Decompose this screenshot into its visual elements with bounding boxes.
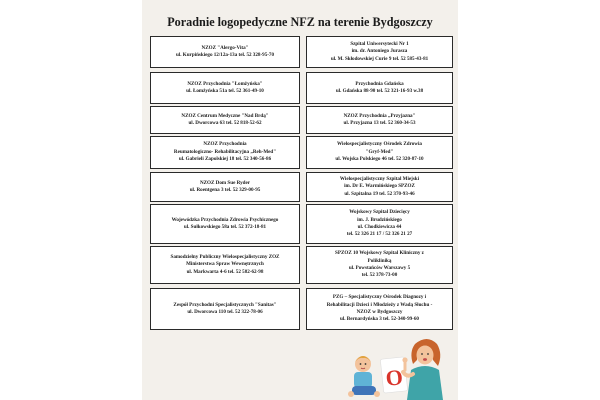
card-line: ul. M. Skłodowskiej Curie 9 tel. 52 585-43-81 (330, 55, 429, 62)
clinic-card-right-8 (306, 288, 453, 330)
card-line: ul. Wojska Polskiego 46 tel. 52 320-87-10 (335, 156, 424, 163)
card-line: Wielospecjalistyczny Ośrodek Zdrowia (337, 141, 422, 148)
card-line: ul. Szpitalna 19 tel. 52 370-93-46 (344, 190, 415, 197)
clinic-card-left-5 (150, 172, 300, 202)
card-line: Wojskowy Szpital Dziecięcy (349, 209, 410, 216)
card-line: SPZOZ 10 Wojskowy Szpital Kliniczny z (335, 250, 424, 257)
clinic-card-right-1 (306, 36, 453, 68)
speech-therapy-illustration (337, 330, 447, 400)
clinic-card-right-3 (306, 106, 453, 134)
child-figure (348, 356, 380, 397)
clinic-card-left-7 (150, 246, 300, 284)
card-line: Polikliniką (367, 257, 392, 264)
card-line: Rehabilitacji Dzieci i Młodzieży z Wadą Słuchu - (326, 301, 433, 308)
card-line: ul. Chodkiewicza 44 (357, 224, 402, 230)
clinic-card-right-7 (306, 246, 453, 284)
card-line: NZOZ Przychodnia „Przyjazna" (343, 112, 416, 119)
card-line: ul. Łomżyńska 51a tel. 52 361-49-10 (186, 88, 264, 94)
card-line: ul. Kurpińskiego 12/12a-13a tel. 52 328-95-70 (175, 52, 275, 58)
card-line: ul. Roentgena 3 tel. 52 329-00-95 (189, 187, 261, 193)
page-title: Poradnie logopedyczne NFZ na terenie Bydgoszczy (167, 15, 433, 29)
clinic-card-left-6 (150, 204, 300, 244)
card-line: Ministerstwa Spraw Wewnętrznych (186, 261, 264, 268)
clinic-card-right-2 (306, 72, 453, 104)
card-line: Samodzielny Publiczny Wielospecjalistyczny ZOZ (170, 253, 280, 260)
card-line: ul. Gabrieli Zapolskiej 18 tel. 52 340-56-86 (178, 156, 272, 163)
card-line: PZG – Specjalistyczny Ośrodek Diagnozy i (332, 294, 427, 301)
clinic-card-left-1 (150, 36, 300, 68)
card-letter: O (384, 364, 405, 391)
card-line: ul. Powstańców Warszawy 5 (348, 265, 411, 271)
card-line: NZOZ w Bydgoszczy (356, 309, 403, 315)
card-line: Zespół Przychodni Specjalistycznych "Sanitas" (173, 301, 277, 308)
card-line: NZOZ Dom Sue Ryder (199, 179, 251, 186)
clinic-card-left-8 (150, 288, 300, 330)
therapist-figure (402, 339, 443, 400)
card-line: Wojewódzka Przychodnia Zdrowia Psychicznego (171, 216, 279, 223)
card-line: ul. Gdańska 88-90 tel. 52 321-16-93 w.38 (335, 88, 424, 94)
card-line: "Gryf-Med" (365, 148, 394, 155)
clinic-card-right-5 (306, 172, 453, 202)
card-line: ul. Dworcowa 110 tel. 52 322-78-06 (187, 309, 263, 315)
card-line: im. J. Brudzińskiego (357, 216, 402, 223)
card-line: im. Dr E. Warmińskiego SPZOZ (344, 183, 415, 190)
card-line: ul. Sułkowskiego 58a tel. 52 372-18-81 (183, 224, 267, 230)
card-line: NZOZ "Alergo-Vita" (201, 44, 249, 51)
card-line: Szpital Uniwersytecki Nr 1 (350, 40, 409, 47)
card-line: ul. Markwarta 4-6 tel. 52 582-62-98 (186, 268, 264, 275)
card-line: tel. 52 326 21 17 / 52 326 21 27 (346, 231, 413, 238)
card-line: NZOZ Przychodnia (203, 141, 247, 148)
clinic-card-left-3 (150, 106, 300, 134)
clinic-card-left-2 (150, 72, 300, 104)
card-line: tel. 52 378-73-00 (361, 272, 398, 279)
card-line: Reumatologiczno- Rehabilitacyjna „Reh-Med" (173, 148, 277, 155)
card-line: ul. Przyjazna 13 tel. 52 360-34-53 (343, 120, 416, 126)
clinic-card-right-4 (306, 136, 453, 169)
poster-page (142, 0, 458, 400)
card-line: Przychodnia Gdańska (355, 80, 404, 87)
card-line: ul. Dworcowa 63 tel. 52 818-52-62 (188, 120, 262, 126)
card-line: NZOZ Centrum Medyczne "Nad Brdą" (181, 112, 269, 119)
clinic-card-left-4 (150, 136, 300, 169)
card-line: NZOZ Przychodnia "Łomżyńska" (187, 80, 263, 87)
card-line: Wielospecjalistyczny Szpital Miejski (339, 175, 420, 182)
clinic-card-right-6 (306, 204, 453, 244)
card-line: ul. Bernardyńska 3 tel. 52-340-99-60 (340, 316, 419, 323)
card-line: im. dr. Antoniego Jurasza (351, 48, 408, 55)
